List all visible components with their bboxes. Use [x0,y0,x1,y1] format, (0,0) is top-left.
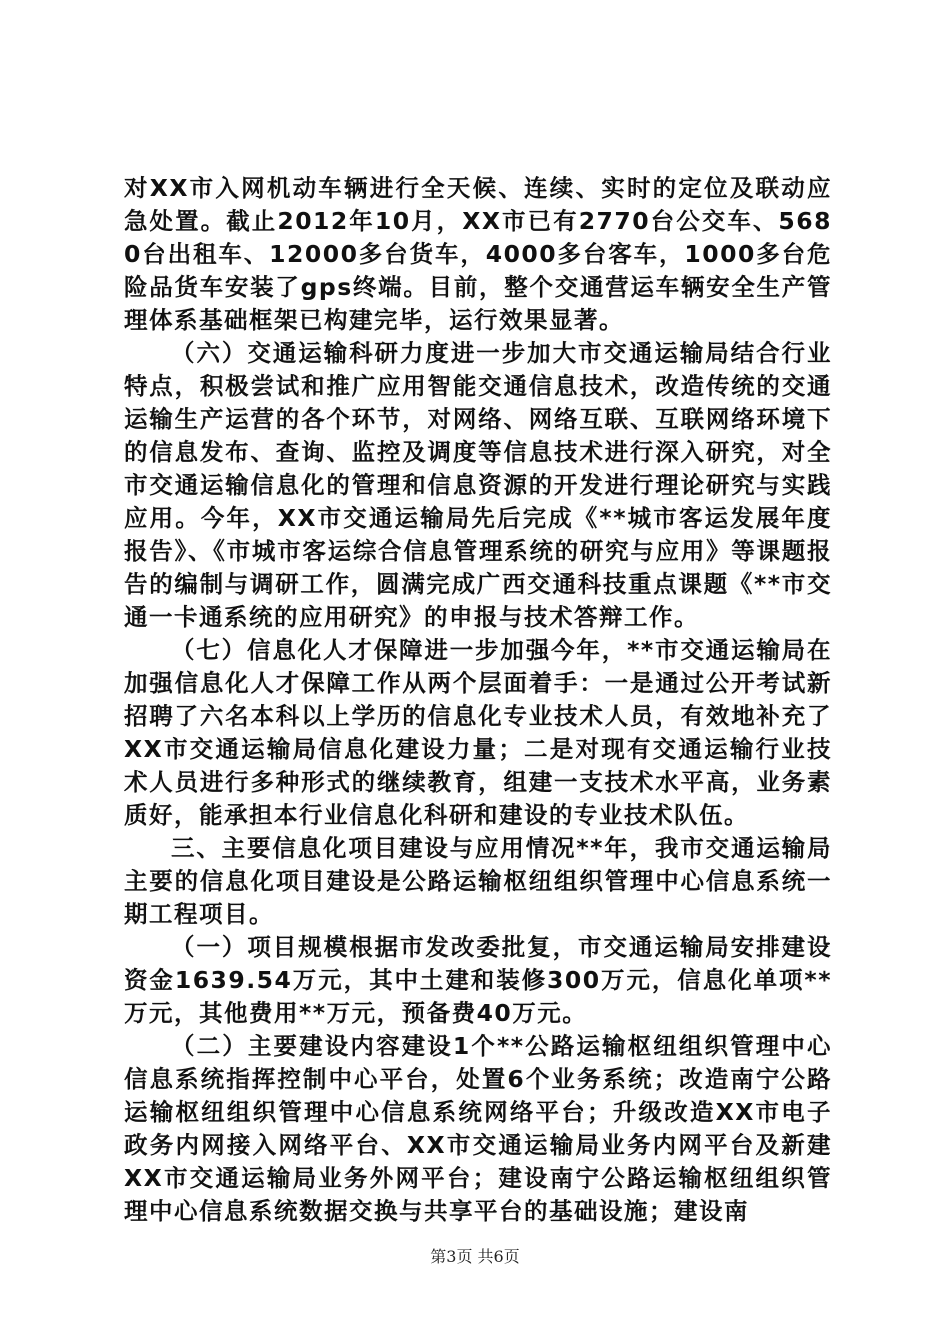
paragraph-section-seven: （七）信息化人才保障进一步加强今年，**市交通运输局在加强信息化人才保障工作从两个层面着手：一是通过公开考试新招聘了六名本科以上学历的信息化专业技术人员，有效地补充了XX市交通运输局信息化建设力量；二是对现有交通运输行业技术人员进行多种形式的继续教育，组建一支技术水平高，业务素质好，能承担本行业信息化科研和建设的专业技术队伍。 [124,636,832,829]
document-body [124,172,832,1228]
paragraph-section-three: 三、主要信息化项目建设与应用情况**年，我市交通运输局主要的信息化项目建设是公路运输枢纽组织管理中心信息系统一期工程项目。 [124,834,832,928]
paragraph-construction-content: （二）主要建设内容建设1个**公路运输枢纽组织管理中心信息系统指挥控制中心平台，处置6个业务系统；改造南宁公路运输枢纽组织管理中心信息系统网络平台；升级改造XX市电子政务内网接入网络平台、XX市交通运输局业务内网平台及新建XX市交通运输局业务外网平台；建设南宁公路运输枢纽组织管理中心信息系统数据交换与共享平台的基础设施；建设南 [124,1032,832,1225]
paragraph-project-scale: （一）项目规模根据市发改委批复，市交通运输局安排建设资金1639.54万元，其中土建和装修300万元，信息化单项**万元，其他费用**万元，预备费40万元。 [124,933,832,1027]
paragraph-vehicle-positioning: 对XX市入网机动车辆进行全天候、连续、实时的定位及联动应急处置。截止2012年10月，XX市已有2770台公交车、5680台出租车、12000多台货车，4000多台客车，1000多台危险品货车安装了gps终端。目前，整个交通营运车辆安全生产管理体系基础框架已构建完毕，运行效果显著。 [124,174,832,334]
page-footer: 第3页 共6页 [430,1247,520,1266]
paragraph-section-six: （六）交通运输科研力度进一步加大市交通运输局结合行业特点，积极尝试和推广应用智能交通信息技术，改造传统的交通运输生产运营的各个环节，对网络、网络互联、互联网络环境下的信息发布、查询、监控及调度等信息技术进行深入研究，对全市交通运输信息化的管理和信息资源的开发进行理论研究与实践应用。今年，XX市交通运输局先后完成《**城市客运发展年度报告》、《市城市客运综合信息管理系统的研究与应用》等课题报告的编制与调研工作，圆满完成广西交通科技重点课题《**市交通一卡通系统的应用研究》的申报与技术答辩工作。 [124,339,832,631]
